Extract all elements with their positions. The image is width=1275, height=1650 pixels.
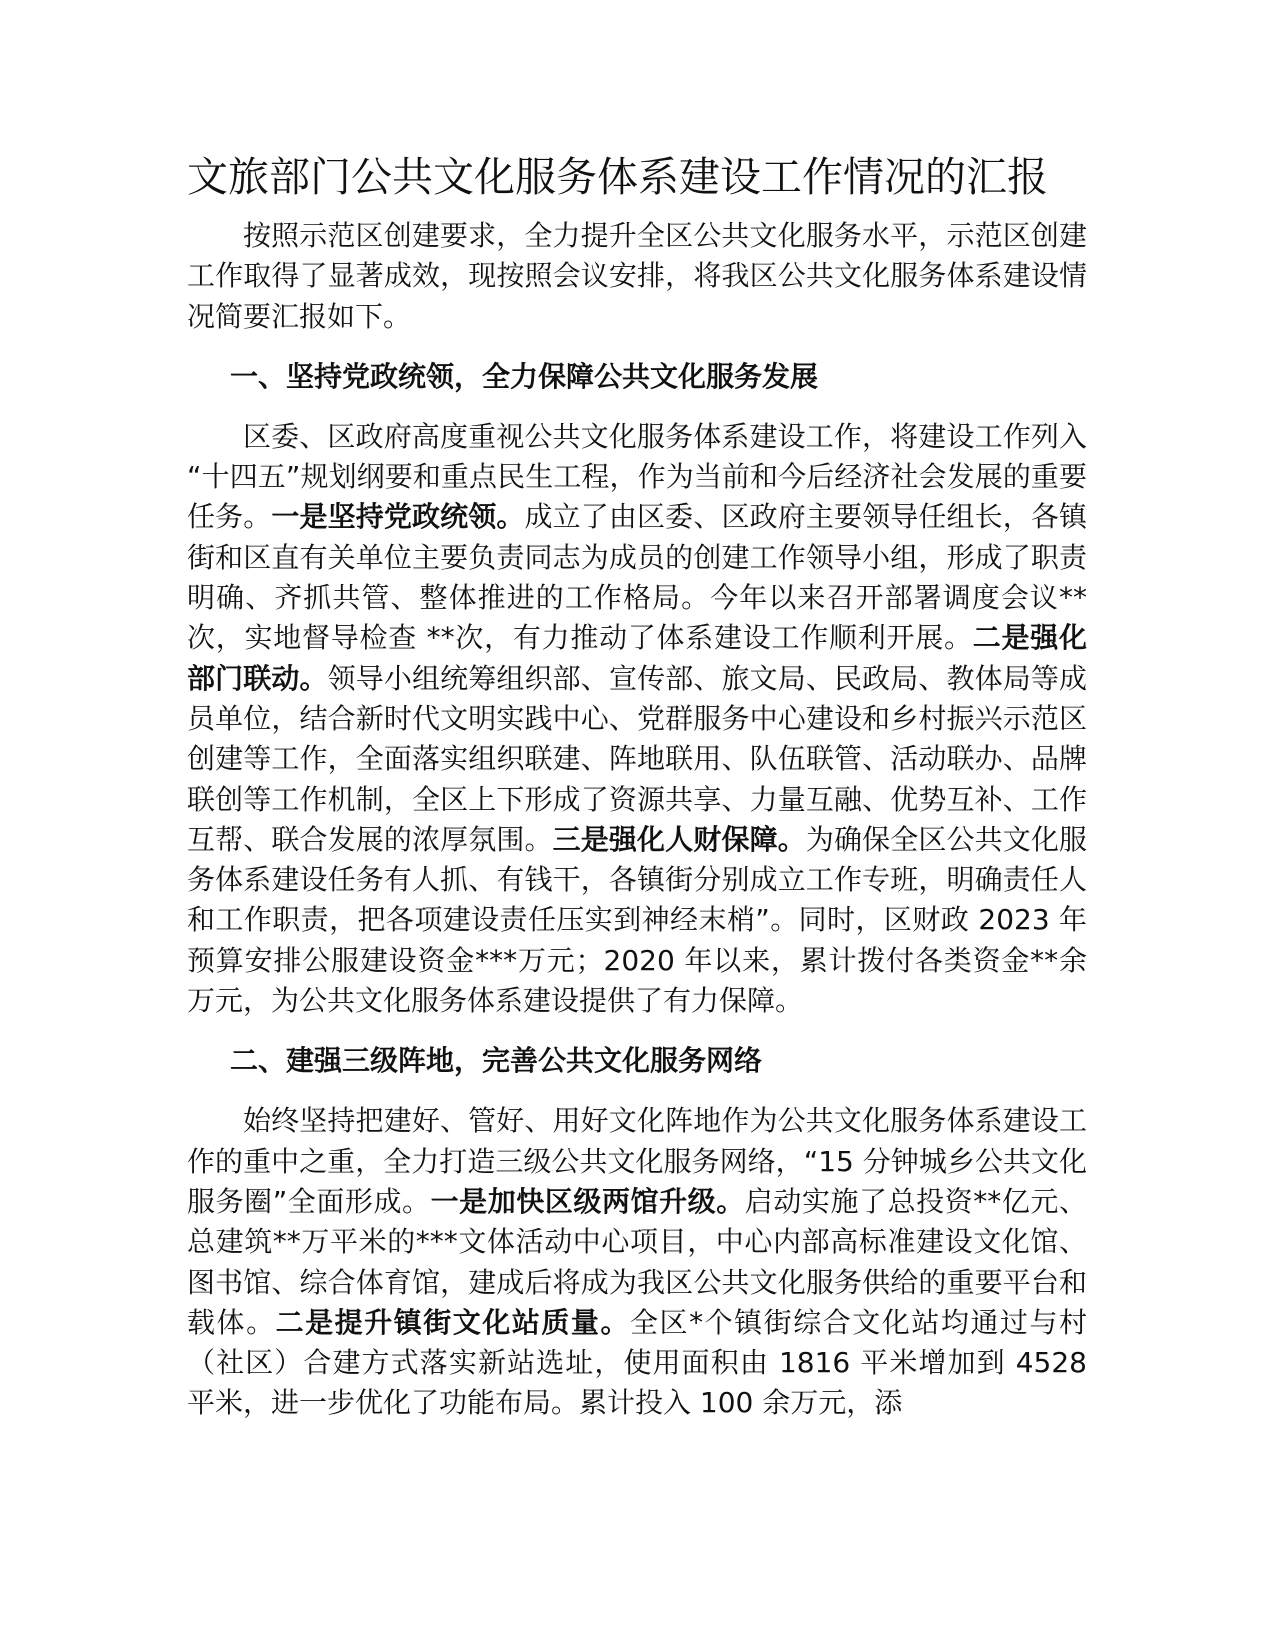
section-2-heading: 二、建强三级阵地，完善公共文化服务网络 <box>230 1044 763 1078</box>
section-2-text: 始终坚持把建好、管好、用好文化阵地作为公共文化服务体系建设工作的重中之重，全力打造三级公共文化服务网络，“15 分钟城乡公共文化服务圈”全面形成。 <box>187 1104 1087 1218</box>
section-2-paragraph <box>187 1101 1087 1423</box>
section-2-lead-1: 一是加快区级两馆升级。 <box>430 1184 745 1218</box>
section-1-lead-3: 三是强化人财保障。 <box>552 822 806 856</box>
section-1-lead-2: 二是强化部门联动。 <box>187 621 1087 695</box>
intro-paragraph: 按照示范区创建要求，全力提升全区公共文化服务水平，示范区创建工作取得了显著成效，现按照会议安排，将我区公共文化服务体系建设情况简要汇报如下。 <box>187 219 1087 333</box>
section-1-paragraph <box>187 417 1087 1021</box>
document-body <box>187 148 1087 1424</box>
section-1-text-4: 为确保全区公共文化服务体系建设任务有人抓、有钱干，各镇街分别成立工作专班，明确责任人和工作职责，把各项建设责任压实到神经末梢”。同时，区财政 2023 年预算安排公服建设资金***万元；2020 年以来，累计拨付各类资金**余万元，为公共文化服务体系建设提供了有力保障。 <box>187 822 1087 1018</box>
section-1-text-2: 成立了由区委、区政府主要领导任组长，各镇街和区直有关单位主要负责同志为成员的创建工作领导小组，形成了职责明确、齐抓共管、整体推进的工作格局。今年以来召开部署调度会议**次，实地督导检查 **次，有力推动了体系建设工作顺利开展。 <box>187 500 1087 655</box>
document-title: 文旅部门公共文化服务体系建设工作情况的汇报 <box>187 153 1048 201</box>
section-2-lead-2: 二是提升镇街文化站质量。 <box>275 1305 630 1339</box>
section-1-text-3: 领导小组统筹组织部、宣传部、旅文局、民政局、教体局等成员单位，结合新时代文明实践中心、党群服务中心建设和乡村振兴示范区创建等工作，全面落实组织联建、阵地联用、队伍联管、活动联办、品牌联创等工作机制，全区上下形成了资源共享、力量互融、优势互补、工作互帮、联合发展的浓厚氛围。 <box>187 661 1087 856</box>
section-2-text-3: 全区*个镇街综合文化站均通过与村（社区）合建方式落实新站选址，使用面积由 1816 平米增加到 4528 平米，进一步优化了功能布局。累计投入 100 余万元，添 <box>187 1305 1087 1420</box>
section-1-lead-1: 一是坚持党政统领。 <box>271 500 525 534</box>
section-1-heading: 一、坚持党政统领，全力保障公共文化服务发展 <box>230 359 819 393</box>
section-1-text: 区委、区政府高度重视公共文化服务体系建设工作，将建设工作列入 “十四五”规划纲要和重点民生工程，作为当前和今后经济社会发展的重要任务。 <box>187 419 1087 534</box>
section-2-text-2: 启动实施了总投资**亿元、总建筑**万平米的***文体活动中心项目，中心内部高标准建设文化馆、图书馆、综合体育馆，建成后将成为我区公共文化服务供给的重要平台和载体。 <box>187 1184 1087 1339</box>
